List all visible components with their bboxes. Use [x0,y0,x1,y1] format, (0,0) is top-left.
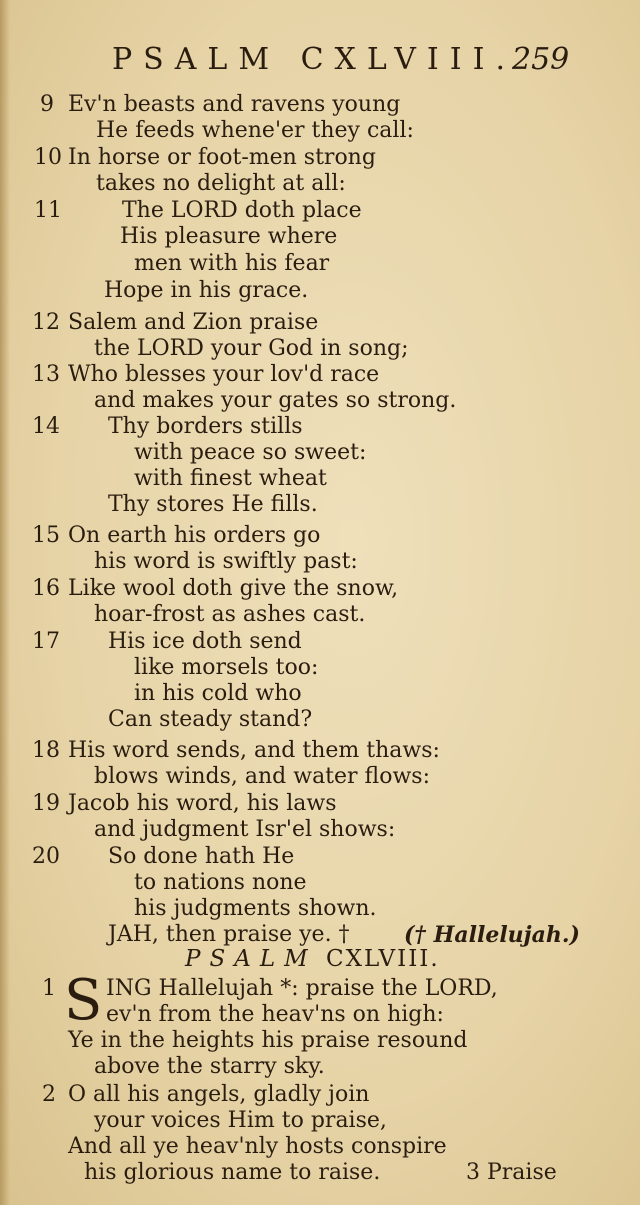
verse-line: The LORD doth place [122,198,362,223]
verse-line: above the starry sky. [94,1054,325,1079]
page-number: 259 [512,42,570,77]
psalm-heading [185,946,440,972]
verse-line: like morsels too: [134,655,319,680]
closing-line: JAH, then praise ye. † [108,922,350,947]
psalm-heading-numeral: CXLVIII. [325,946,440,972]
hallelujah-note: († Hallelujah.) [404,922,580,948]
verse-number: 20 [32,844,60,869]
verse-number: 13 [32,362,60,387]
page-gutter-shadow [0,0,10,1205]
verse-line: men with his fear [134,251,330,276]
verse-line: ING Hallelujah *: praise the LORD, [106,976,498,1001]
verse-line: to nations none [134,870,307,895]
verse-line: His pleasure where [120,224,338,249]
verse-line: hoar-frost as ashes cast. [94,602,366,627]
verse-number: 12 [32,310,60,335]
verse-line: and makes your gates so strong. [94,388,457,413]
verse-line: the LORD your God in song; [94,336,409,361]
verse-line: takes no delight at all: [96,171,346,196]
verse-number: 9 [40,92,54,117]
verse-number: 15 [32,523,60,548]
verse-line: with finest wheat [134,466,327,491]
verse-line: Hope in his grace. [104,278,309,303]
verse-line: his glorious name to raise. [84,1160,381,1185]
verse-number: 10 [34,145,62,170]
verse-line: with peace so sweet: [134,440,367,465]
verse-line: O all his angels, gladly join [68,1082,370,1107]
verse-number: 16 [32,576,60,601]
verse-line: and judgment Isr'el shows: [94,817,396,842]
verse-line: Thy borders stills [108,414,303,439]
verse-line: His word sends, and them thaws: [68,738,440,763]
verse-line: Ye in the heights his praise resound [68,1028,468,1053]
psalm-heading-word: PSALM [185,946,317,972]
verse-line: And all ye heav'nly hosts conspire [68,1134,447,1159]
page-header [0,42,640,82]
drop-cap: S [64,968,103,1033]
verse-line: Jacob his word, his laws [68,791,337,816]
verse-line: So done hath He [108,844,295,869]
verse-line: On earth his orders go [68,523,321,548]
verse-number: 2 [42,1082,56,1107]
verse-line: his word is swiftly past: [94,549,358,574]
verse-line: Who blesses your lov'd race [68,362,380,387]
verse-line: Like wool doth give the snow, [68,576,399,601]
verse-number: 17 [32,629,60,654]
verse-line: blows winds, and water flows: [94,764,431,789]
verse-line: Salem and Zion praise [68,310,319,335]
verse-number: 11 [34,198,62,223]
verse-number: 14 [32,414,60,439]
verse-line: in his cold who [134,681,302,706]
verse-line: ev'n from the heav'ns on high: [106,1002,444,1027]
verse-line: your voices Him to praise, [94,1108,387,1133]
verse-number: 19 [32,791,60,816]
verse-line: Thy stores He fills. [108,492,318,517]
verse-line: Can steady stand? [108,707,313,732]
verse-line: Ev'n beasts and ravens young [68,92,401,117]
running-title: PSALM CXLVIII. [112,42,517,77]
verse-number: 18 [32,738,60,763]
verse-line: In horse or foot-men strong [68,145,376,170]
verse-line: His ice doth send [108,629,302,654]
verse-line: his judgments shown. [134,896,377,921]
verse-line: He feeds whene'er they call: [96,118,414,143]
catchword: 3 Praise [466,1160,557,1185]
verse-number: 1 [42,976,56,1001]
